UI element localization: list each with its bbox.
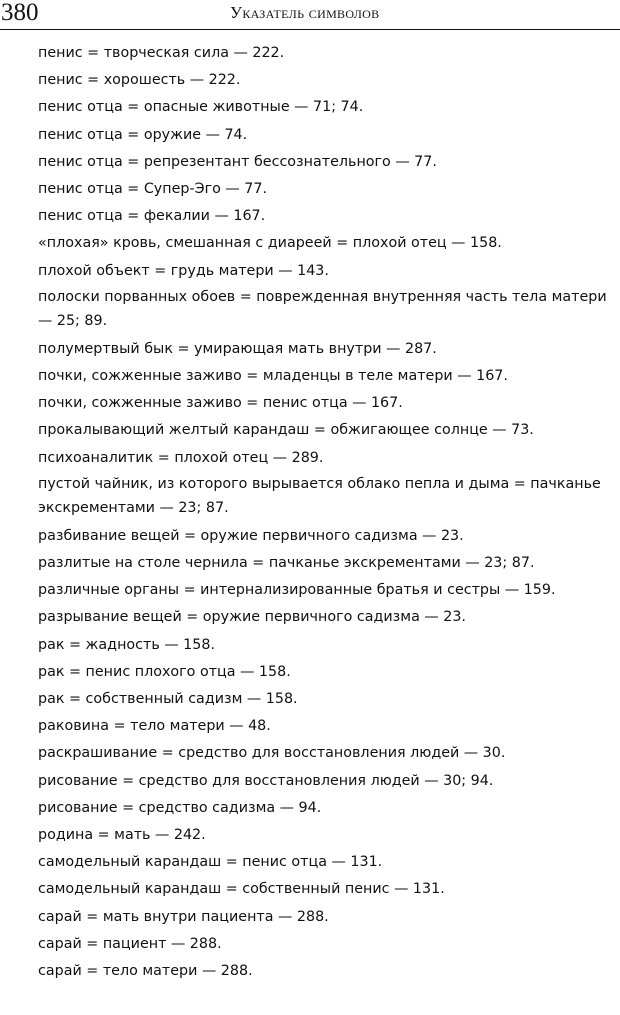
index-entry: прокалывающий желтый карандаш = обжигающее солнце — 73.: [38, 422, 534, 439]
index-entry: пенис отца = оружие — 74.: [38, 126, 248, 143]
index-entry: пенис = хорошесть — 222.: [38, 72, 241, 89]
index-entry: сарай = мать внутри пациента — 288.: [38, 908, 329, 925]
page-header: [0, 0, 620, 30]
index-entry: рисование = средство для восстановления людей — 30; 94.: [38, 772, 494, 789]
running-title: Указатель символов: [230, 3, 380, 22]
index-entry: рак = собственный садизм — 158.: [38, 691, 298, 708]
index-entry: раковина = тело матери — 48.: [38, 718, 271, 735]
index-entry: разбивание вещей = оружие первичного садизма — 23.: [38, 527, 464, 544]
index-entry: самодельный карандаш = собственный пенис — 131.: [38, 881, 445, 898]
index-entry: различные органы = интернализированные братья и сестры — 159.: [38, 582, 556, 599]
index-entry: полумертвый бык = умирающая мать внутри — 287.: [38, 340, 437, 357]
index-entry: «плохая» кровь, смешанная с диареей = плохой отец — 158.: [38, 235, 502, 252]
index-entry: сарай = тело матери — 288.: [38, 963, 253, 980]
header-rule: [0, 29, 620, 30]
index-entry: разрывание вещей = оружие первичного садизма — 23.: [38, 609, 466, 626]
index-entry: почки, сожженные заживо = младенцы в теле матери — 167.: [38, 368, 508, 385]
index-entry: пенис отца = фекалии — 167.: [38, 208, 266, 225]
index-entry: самодельный карандаш = пенис отца — 131.: [38, 854, 383, 871]
page-number: 380: [1, 0, 39, 26]
index-entry: полоски порванных обоев = поврежденная внутренняя часть тела матери — 25; 89.: [38, 288, 607, 329]
index-entry: пенис отца = репрезентант бессознательного — 77.: [38, 153, 437, 170]
index-entry: пенис отца = опасные животные — 71; 74.: [38, 99, 364, 116]
index-entry: родина = мать — 242.: [38, 827, 206, 844]
index-entry: рисование = средство садизма — 94.: [38, 799, 322, 816]
index-entry: пенис отца = Супер-Эго — 77.: [38, 181, 268, 198]
index-entry: почки, сожженные заживо = пенис отца — 167.: [38, 395, 403, 412]
symbol-index-list: [38, 40, 616, 985]
index-entry: пустой чайник, из которого вырывается облако пепла и дыма = пачканье экскрементами — 23; 87.: [38, 475, 601, 516]
index-entry: разлитые на столе чернила = пачканье экскрементами — 23; 87.: [38, 555, 535, 572]
index-entry: психоаналитик = плохой отец — 289.: [38, 449, 324, 466]
index-entry: плохой объект = грудь матери — 143.: [38, 262, 329, 279]
index-entry: рак = пенис плохого отца — 158.: [38, 663, 291, 680]
index-entry: сарай = пациент — 288.: [38, 935, 222, 952]
index-entry: рак = жадность — 158.: [38, 636, 215, 653]
index-entry: раскрашивание = средство для восстановления людей — 30.: [38, 745, 506, 762]
index-entry: пенис = творческая сила — 222.: [38, 45, 285, 61]
